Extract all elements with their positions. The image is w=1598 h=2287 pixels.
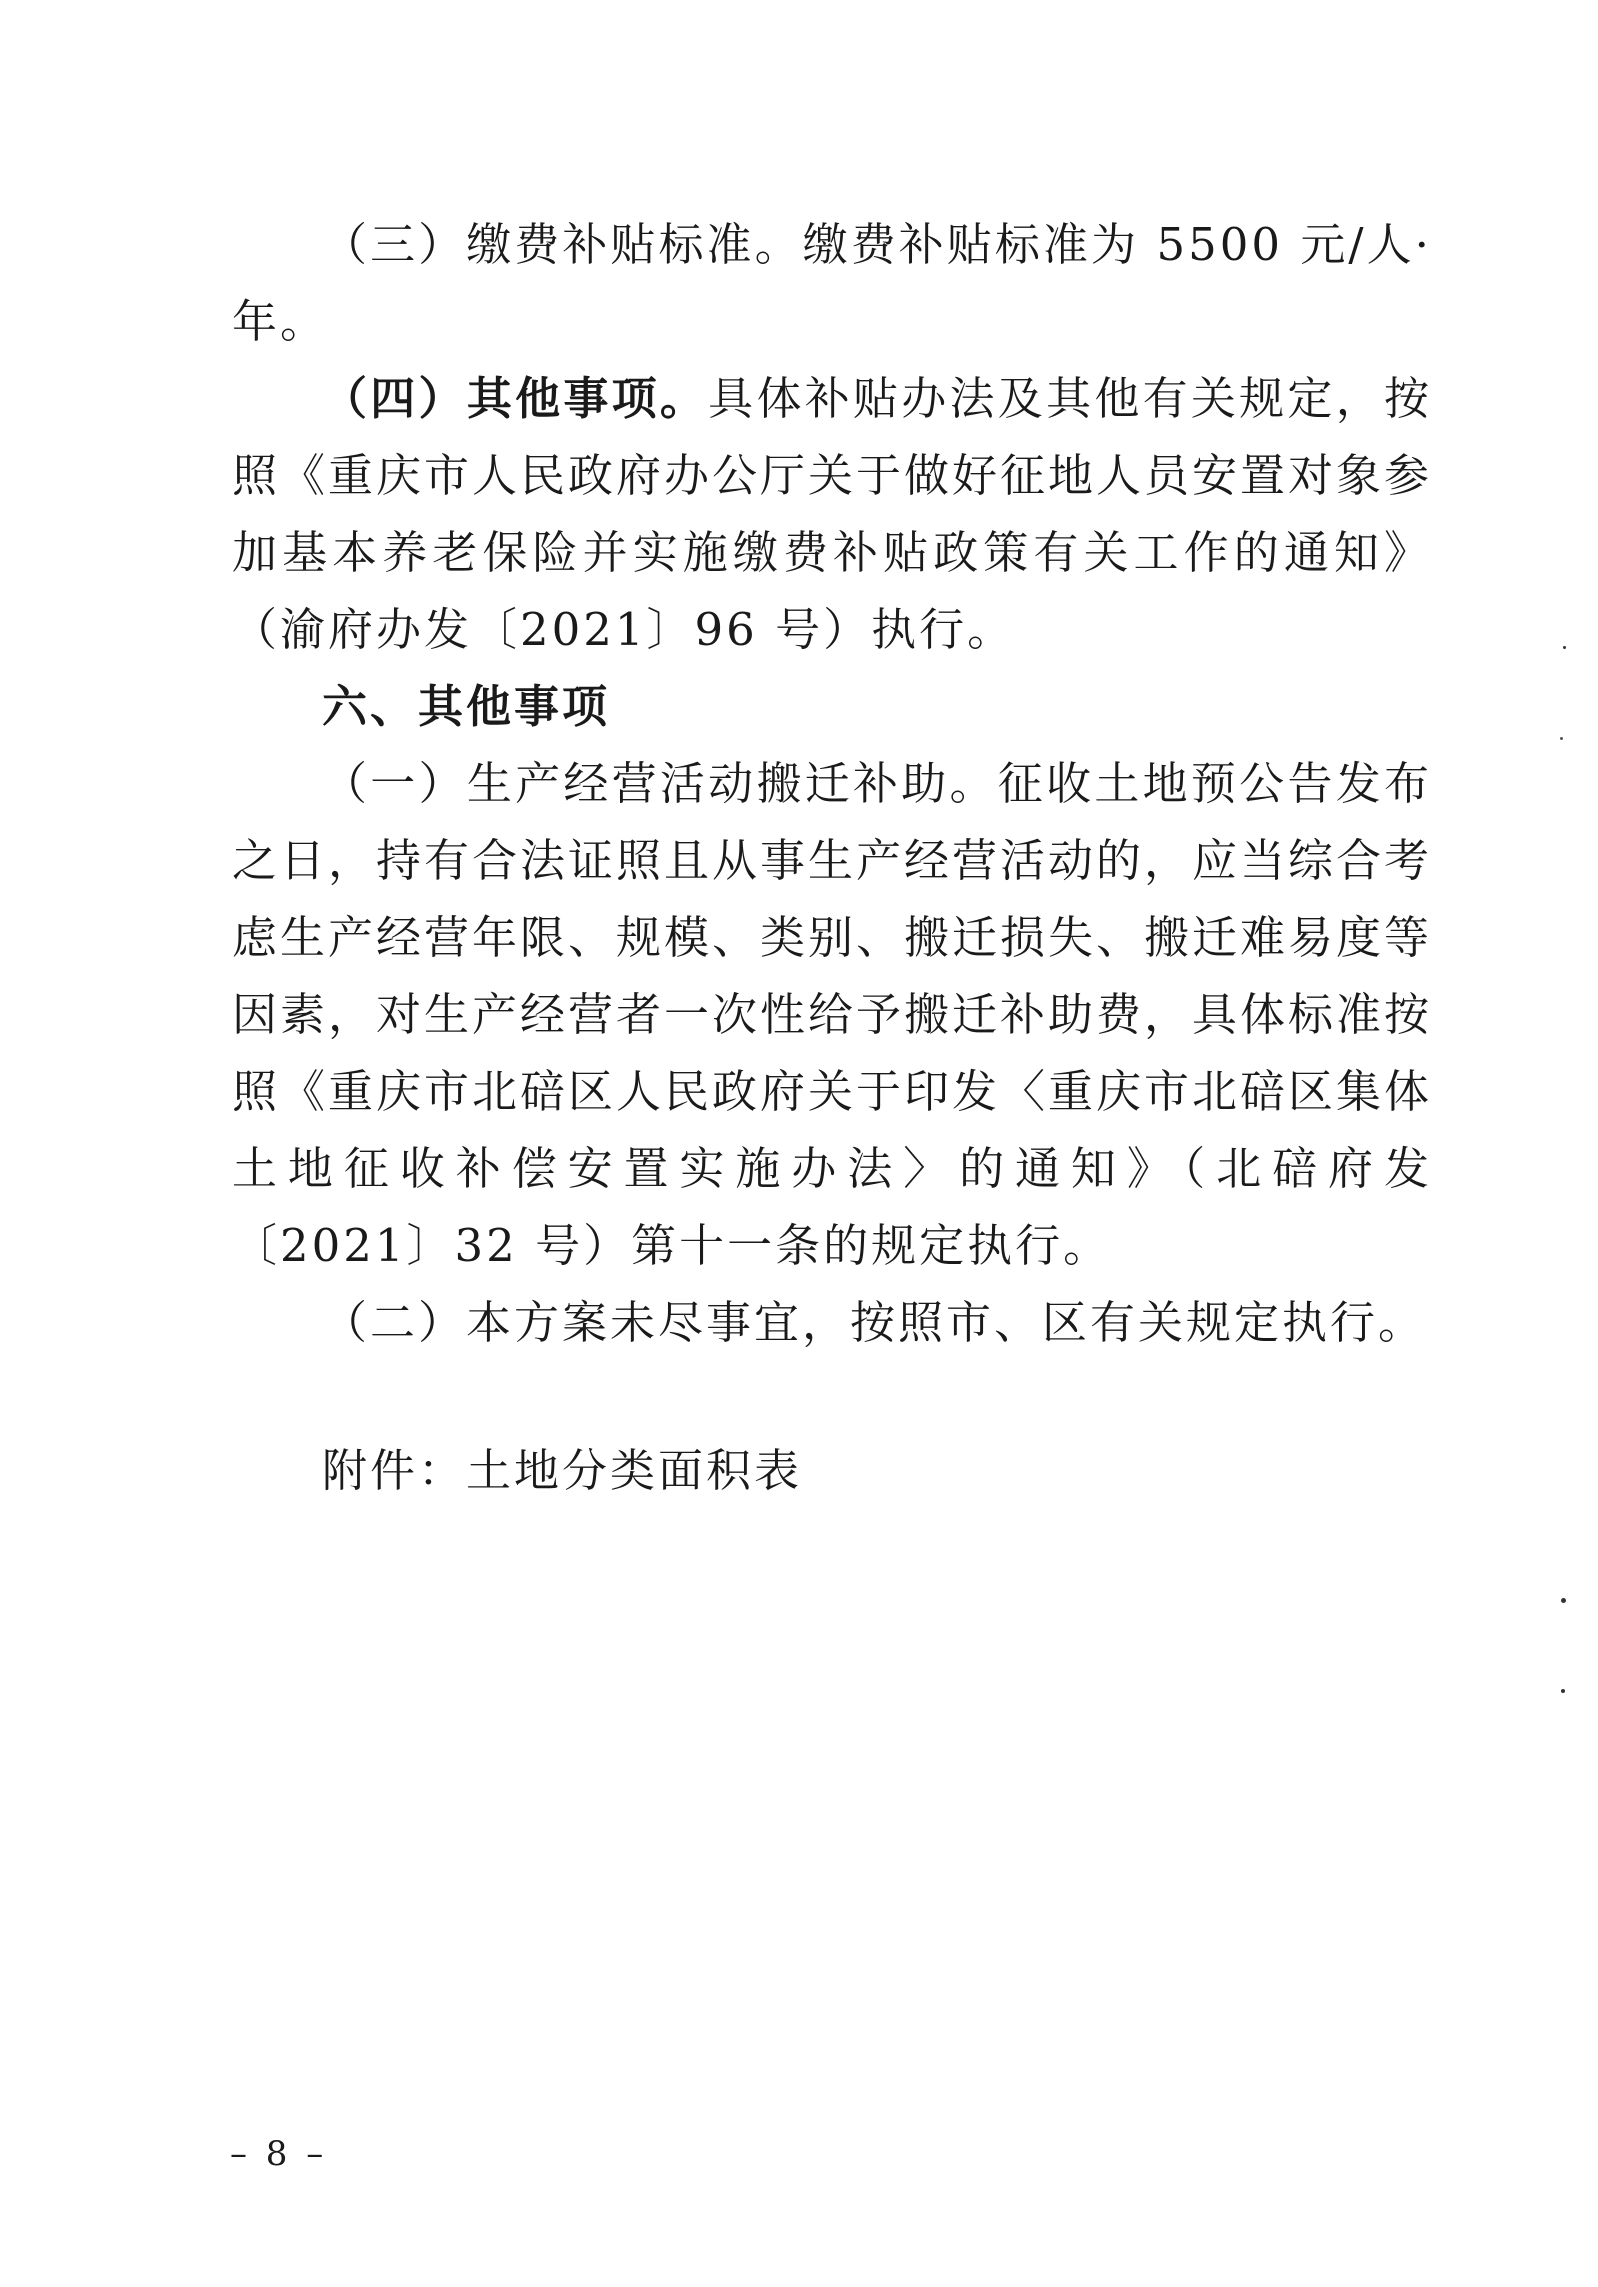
document-body [232, 206, 1432, 1509]
scan-speck [1560, 737, 1563, 740]
paragraph-text: 具体补贴办法及其他有关规定，按照《重庆市人民政府办公厅关于做好征地人员安置对象参加基本养老保险并实施缴费补贴政策有关工作的通知》（渝府办发〔2021〕96 号）执行。 [232, 372, 1433, 656]
scan-speck [1561, 1689, 1565, 1693]
scan-speck [1563, 646, 1566, 649]
paragraph-contribution-subsidy-standard [232, 206, 1432, 360]
scan-speck [1561, 1598, 1566, 1603]
paragraph-other-matters [232, 360, 1432, 668]
paragraph-relocation-subsidy: （一）生产经营活动搬迁补助。征收土地预公告发布之日，持有合法证照且从事生产经营活动的，应当综合考虑生产经营年限、规模、类别、搬迁损失、搬迁难易度等因素，对生产经营者一次性给予搬迁补助费，具体标准按照《重庆市北碚区人民政府关于印发〈重庆市北碚区集体土地征收补偿安置实施办法〉的通知》（北碚府发〔2021〕32 号）第十一条的规定执行。 [232, 757, 1433, 1272]
paragraph-unresolved-matters: （二）本方案未尽事宜，按照市、区有关规定执行。 [322, 1296, 1427, 1349]
section-heading: 六、其他事项 [322, 680, 611, 733]
page-number: – 8 – [230, 2134, 328, 2174]
paragraph-text: 缴费补贴标准为 5500 元/人·年。 [232, 218, 1432, 348]
attachment-line: 附件：土地分类面积表 [322, 1444, 803, 1497]
paragraph-label: （三）缴费补贴标准。 [322, 218, 803, 271]
paragraph-label: （四）其他事项。 [322, 372, 709, 425]
